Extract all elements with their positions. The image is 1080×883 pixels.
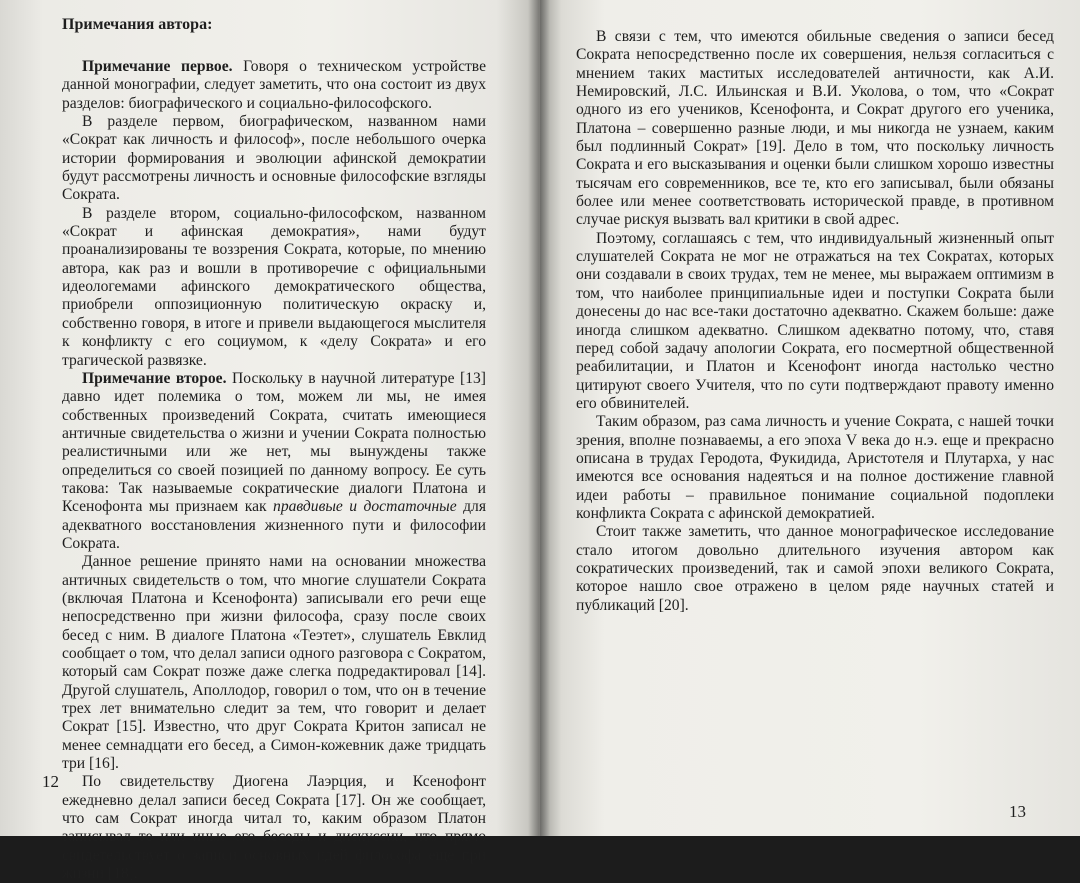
paragraph-section-one: В разделе первом, биографическом, названном нами «Сократ как личность и философ», после небольшого очерка истории формирования и эволюции афинской демократии будут рассмотрены личность и основные философские взгляды Сократа. xyxy=(62,113,486,204)
page-number-right: 13 xyxy=(1009,802,1026,821)
paragraph-records: В связи с тем, что имеются обильные сведения о записи бесед Сократа непосредственно после их совершения, нельзя согласиться с мнением таких маститых исследователей античности, как А.И. Немировский, Л.С. Ильинская и В.И. Уколова, о том, что «Сократ одного из его учеников, Ксенофонта, и Сократ другого его ученика, Платона – совершенно разные люди, и мы никогда не узнаем, каким был подлинный Сократ» [19]. Дело в том, что поскольку личность Сократа и его высказывания и оценки были слишком хорошо известны тысячам его современников, все те, кто его записывал, были обязаны более или менее соответствовать исторической правде, в противном случае рискуя вызвать вал критики в свой адрес. xyxy=(576,28,1054,229)
section-heading: Примечания автора: xyxy=(62,16,213,33)
note-two-text: Поскольку в научной литературе [13] давно идет полемика о том, можем ли мы, не имея собственных произведений Сократа, считать имеющиеся античные свидетельства о жизни и учении Сократа полностью реалистичными или же нет, мы вынуждены также определиться со своей позицией по данному вопросу. Ее суть такова: Так называемые сократические диалоги Платона и Ксенофонта мы признаем как xyxy=(62,369,486,516)
paragraph-conclusion: Таким образом, раз сама личность и учение Сократа, с нашей точки зрения, вполне познаваемы, а его эпоха V века до н.э. еще и прекрасно описана в трудах Геродота, Фукидида, Аристотеля и Плутарха, у нас имеются все основания надеяться и на полное достижение главной идеи работы – правильное понимание социальной подоплеки конфликта Сократа с афинской демократией. xyxy=(576,413,1054,522)
paragraph-optimism: Поэтому, соглашаясь с тем, что индивидуальный жизненный опыт слушателей Сократа не мог не отражаться на тех Сократах, которых они создавали в своих трудах, тем не менее, мы выражаем оптимизм в том, что наиболее принципиальные идеи и поступки Сократа были донесены до нас все-таки достаточно адекватно. Скажем больше: даже иногда слишком адекватно. Слишком адекватно потому, что, ставя перед собой задачу апологии Сократа, его посмертной общественной реабилитации, и Платон и Ксенофонт иногда настолько честно цитируют своего Учителя, что по сути подтверждают правоту именно его обвинителей. xyxy=(576,229,1054,412)
book-gutter xyxy=(528,0,550,836)
paragraph-section-two: В разделе втором, социально-философском, названном «Сократ и афинская демократия», нами будут проанализированы те воззрения Сократа, которые, по мнению автора, как раз и вошли в противоречие с официальными идеологемами афинского демократического общества, приобрели оппозиционную политическую окраску и, собственно говоря, в итоге и привели выдающегося мыслителя к конфликту с его социумом, к «делу Сократа» и его трагической развязке. xyxy=(62,204,486,369)
note-two-tail: для адекватного восстановления жизненного пути и философии Сократа. xyxy=(62,498,487,552)
right-page xyxy=(540,0,1080,836)
paragraph-publications: Стоит также заметить, что данное монографическое исследование стало итогом довольно длительного изучения автором как сократических произведений, так и самой эпохи великого Сократа, которое нашло свое отражено в целом ряде научных статей и публикаций [20]. xyxy=(576,523,1054,614)
note-one-label: Примечание первое. xyxy=(82,58,233,75)
paragraph-note-two xyxy=(62,370,486,553)
page-number-left: 12 xyxy=(42,772,59,791)
paragraph-diogenes: По свидетельству Диогена Лаэрция, и Ксенофонт ежедневно делал записи бесед Сократа [17]. Он же сообщает, что сам Сократ иногда читал то, каким образом Платон записывал те или иные его беседы и дискуссии, что прямо свидетельствует о записи основных идей философа еще при жизни [18]. xyxy=(62,773,486,883)
note-two-italic: правдивые и достаточные xyxy=(273,498,457,516)
paragraph-note-one xyxy=(62,58,486,113)
note-two-label: Примечание второе. xyxy=(82,369,227,387)
paragraph-decision: Данное решение принято нами на основании множества античных свидетельств о том, что многие слушатели Сократа (включая Платона и Ксенофонта) записывали его речи еще непосредственно при жизни философа, сразу после своих бесед с ним. В диалоге Платона «Теэтет», слушатель Евклид сообщает о том, что делал записи одного разговора с Сократом, который сам Сократ позже даже слегка подредактировал [14]. Другой слушатель, Аполлодор, говорил о том, что он в течение трех лет внимательно следит за тем, что говорит и делает Сократ [15]. Известно, что друг Сократа Критон записал не менее семнадцати его бесед, а Симон-кожевник даже тридцать три [16]. xyxy=(62,553,486,773)
note-one-text: Говоря о техническом устройстве данной монографии, следует заметить, что она состоит из двух разделов: биографического и социально-философского. xyxy=(62,58,486,112)
